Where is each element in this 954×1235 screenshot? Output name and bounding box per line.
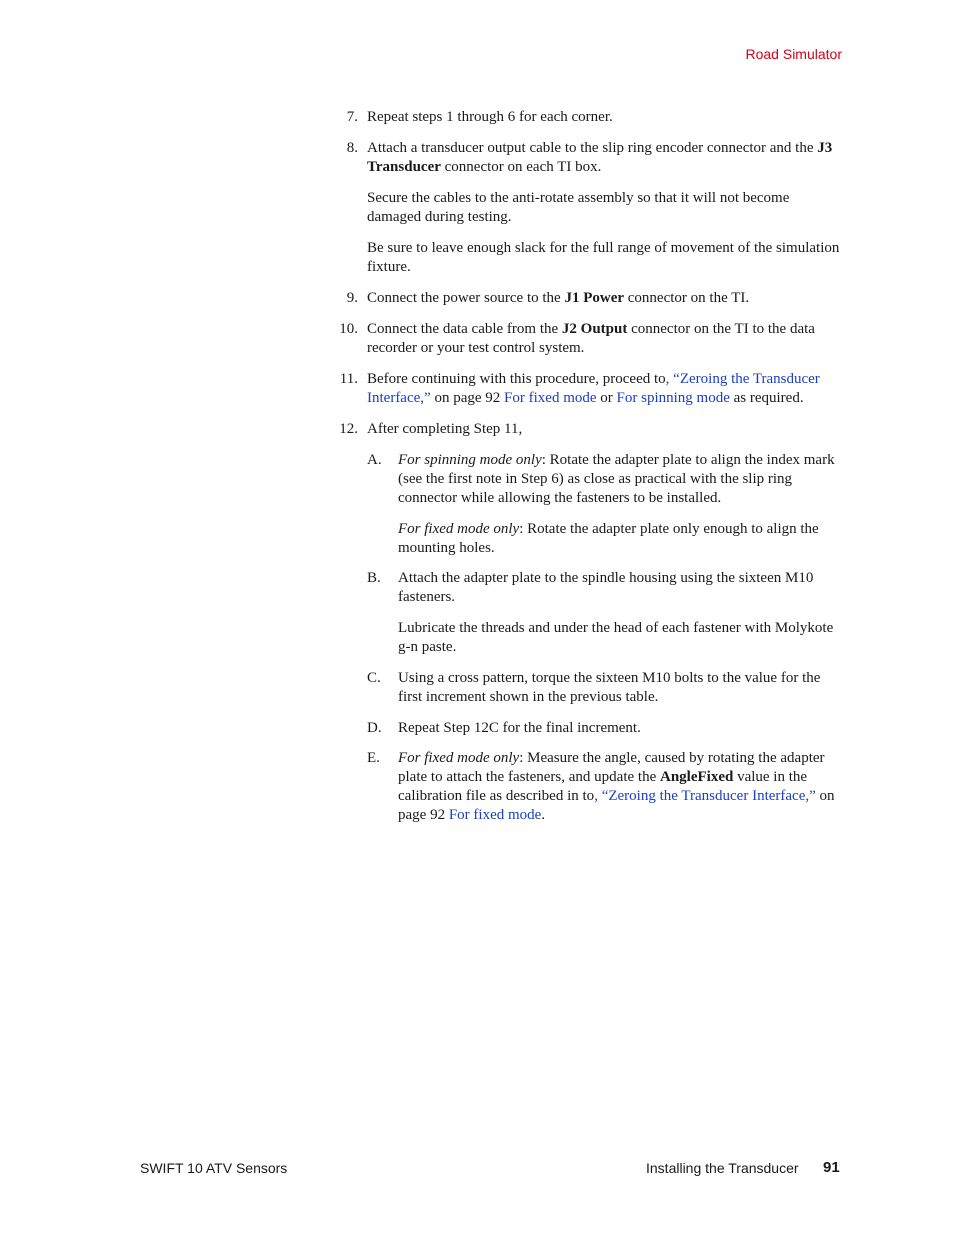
substep-a-note: For fixed mode only: Rotate the adapter plate only enough to align the mounting holes. bbox=[398, 521, 819, 556]
step-text: Repeat steps 1 through 6 for each corner. bbox=[367, 109, 613, 125]
footer-section: Installing the Transducer bbox=[646, 1160, 799, 1176]
step-number: 11. bbox=[339, 371, 358, 387]
step-number: 9. bbox=[346, 290, 358, 306]
substep-letter: C. bbox=[367, 670, 381, 686]
fixed-mode-link[interactable]: For fixed mode bbox=[504, 390, 597, 406]
connector-label: J1 Power bbox=[564, 290, 625, 306]
step-text: After completing Step 11, bbox=[367, 421, 523, 437]
step-number: 12. bbox=[339, 421, 358, 437]
substep-text: For fixed mode only: Measure the angle, caused by rotating the adapter plate to attach the fasteners, and update the AngleFixed value in the calibration file as described in to, “Zeroing the Transducer Interface,” on page 92 For fixed mode. bbox=[398, 750, 835, 823]
substep-letter: A. bbox=[367, 452, 382, 468]
substep-text: For spinning mode only: Rotate the adapter plate to align the index mark (see the first note in Step 6) as close as practical with the slip ring connector while allowing the fasteners to be installed. bbox=[398, 452, 835, 506]
step-8-note-2: Be sure to leave enough slack for the full range of movement of the simulation fixture. bbox=[367, 240, 840, 275]
step-number: 10. bbox=[339, 321, 358, 337]
page-number: 91 bbox=[823, 1159, 840, 1176]
substep-text: Using a cross pattern, torque the sixteen M10 bolts to the value for the first increment shown in the previous table. bbox=[398, 670, 821, 705]
substep-text: Repeat Step 12C for the final increment. bbox=[398, 720, 641, 736]
footer-title: SWIFT 10 ATV Sensors bbox=[140, 1160, 288, 1176]
substep-text: Attach the adapter plate to the spindle housing using the sixteen M10 fasteners. bbox=[398, 570, 814, 605]
substep-letter: D. bbox=[367, 720, 382, 736]
fixed-mode-link[interactable]: For fixed mode bbox=[448, 807, 542, 823]
step-text: Before continuing with this procedure, proceed to, “Zeroing the Transducer Interface,” on page 92 For fixed mode or For spinning mode as required. bbox=[367, 371, 820, 406]
step-8-note-1: Secure the cables to the anti-rotate assembly so that it will not become damaged during testing. bbox=[367, 190, 790, 225]
step-text: Attach a transducer output cable to the slip ring encoder connector and the J3 Transducer connector on each TI box. bbox=[367, 140, 833, 175]
zeroing-link[interactable]: , “Zeroing the Transducer Interface,” bbox=[367, 371, 820, 406]
spinning-mode-link[interactable]: For spinning mode bbox=[616, 390, 730, 406]
running-header: Road Simulator bbox=[745, 46, 842, 62]
substep-letter: E. bbox=[367, 750, 380, 766]
step-number: 7. bbox=[346, 109, 358, 125]
step-number: 8. bbox=[346, 140, 358, 156]
setting-label: AngleFixed bbox=[659, 769, 734, 785]
step-text: Connect the power source to the J1 Power connector on the TI. bbox=[367, 290, 750, 306]
step-text: Connect the data cable from the J2 Output connector on the TI to the data recorder or your test control system. bbox=[367, 321, 815, 356]
substep-b-note: Lubricate the threads and under the head of each fastener with Molykote g-n paste. bbox=[398, 620, 834, 655]
zeroing-link[interactable]: , “Zeroing the Transducer Interface,” bbox=[594, 788, 816, 804]
connector-label: J3 Transducer bbox=[367, 140, 833, 175]
substep-letter: B. bbox=[367, 570, 381, 586]
connector-label: J2 Output bbox=[561, 321, 628, 337]
